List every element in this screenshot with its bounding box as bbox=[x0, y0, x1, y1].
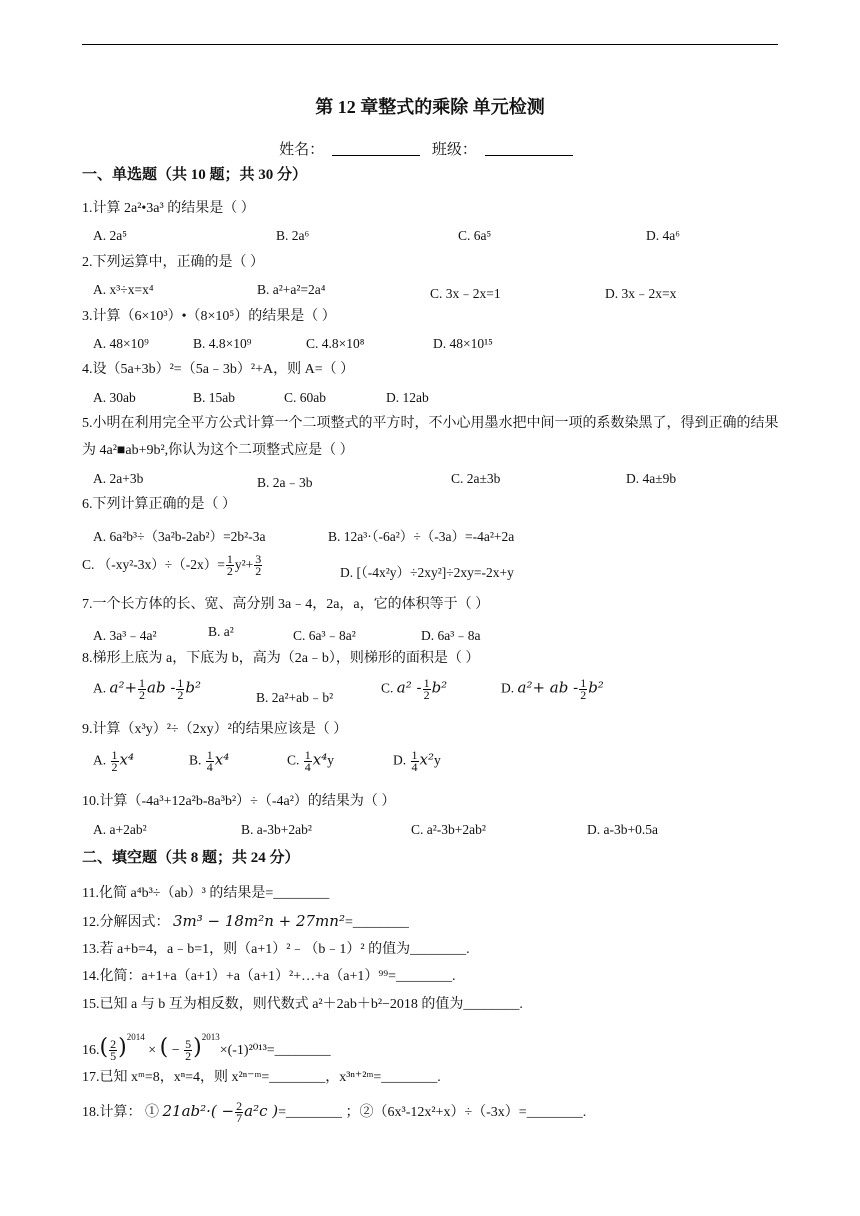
q6-c-mid: y²+ bbox=[234, 557, 254, 572]
q3-option-d[interactable]: D. 48×10¹⁵ bbox=[433, 336, 493, 351]
section-single-choice: 一、单选题（共 10 题；共 30 分） bbox=[82, 167, 308, 183]
question-10: 10.计算（-4a³+12a²b-8a³b²）÷（-4a²）的结果为（ ） bbox=[82, 794, 396, 809]
question-12: 12.分解因式： 3m³ − 18m²n + 27mn²=________ bbox=[82, 912, 409, 930]
q7-option-c[interactable]: C. 6a³﹣8a² bbox=[293, 628, 356, 643]
q18-frac: $\frac{2}{7}$ bbox=[236, 1099, 243, 1126]
question-13: 13.若 a+b=4，a﹣b=1，则（a+1）²﹣（b﹣1）² 的值为________. bbox=[82, 942, 470, 957]
question-7: 7.一个长方体的长、宽、高分别 3a﹣4，2a，a，它的体积等于（ ） bbox=[82, 597, 490, 612]
q4-option-b[interactable]: B. 15ab bbox=[193, 390, 235, 405]
q9-a-frac: $\frac{1}{2}$ bbox=[111, 748, 118, 774]
q7-option-d[interactable]: D. 6a³﹣8a bbox=[421, 628, 481, 643]
q12-expression: 3m³ − 18m²n + 27mn² bbox=[173, 912, 345, 930]
question-11: 11.化简 a⁴b³÷（ab）³ 的结果是=________ bbox=[82, 886, 330, 901]
question-14: 14.化简：a+1+a（a+1）+a（a+1）²+…+a（a+1）⁹⁹=________. bbox=[82, 969, 456, 984]
q2-option-c[interactable]: C. 3x﹣2x=1 bbox=[430, 286, 501, 301]
q7-option-b[interactable]: B. a² bbox=[208, 624, 234, 639]
q1-option-d[interactable]: D. 4a⁶ bbox=[646, 228, 680, 243]
q9-c-frac: $\frac{1}{4}$ bbox=[304, 748, 311, 774]
q3-option-b[interactable]: B. 4.8×10⁹ bbox=[193, 336, 252, 351]
q9-option-c[interactable]: C. $\frac{1}{4}$ x⁴y bbox=[287, 748, 334, 774]
q5-option-a[interactable]: A. 2a+3b bbox=[93, 471, 144, 486]
class-blank[interactable] bbox=[485, 155, 573, 156]
class-label: 班级： bbox=[431, 142, 477, 158]
q10-option-b[interactable]: B. a-3b+2ab² bbox=[241, 822, 312, 837]
question-5: 5.小明在利用完全平方公式计算一个二项整式的平方时，不小心用墨水把中间一项的系数染黑了，得到正确的结果为 4a²■ab+9b²,你认为这个二项整式应是（ ） bbox=[82, 416, 779, 458]
q9-d-frac: $\frac{1}{4}$ bbox=[411, 748, 418, 774]
q2-option-a[interactable]: A. x³÷x=x⁴ bbox=[93, 282, 154, 297]
page-title: 第 12 章整式的乘除 单元检测 bbox=[315, 97, 545, 117]
q18-expression-1: 21ab²· bbox=[162, 1102, 211, 1120]
q8-option-c[interactable]: C. a² - $\frac{1}{2}$ b² bbox=[381, 676, 448, 702]
q16-frac-2: $\frac{5}{2}$ bbox=[185, 1037, 192, 1064]
q5-option-c[interactable]: C. 2a±3b bbox=[451, 471, 501, 486]
q1-option-b[interactable]: B. 2a⁶ bbox=[276, 228, 310, 243]
q10-option-d[interactable]: D. a-3b+0.5a bbox=[587, 822, 658, 837]
question-3: 3.计算（6×10³）•（8×10⁵）的结果是（ ） bbox=[82, 309, 336, 324]
question-17: 17.已知 xᵐ=8，xⁿ=4，则 x²ⁿ⁻ᵐ=________，x³ⁿ⁺²ᵐ=________. bbox=[82, 1070, 441, 1085]
q10-option-c[interactable]: C. a²-3b+2ab² bbox=[411, 822, 486, 837]
q7-option-a[interactable]: A. 3a³﹣4a² bbox=[93, 628, 157, 643]
q16-frac-1: $\frac{2}{5}$ bbox=[110, 1037, 117, 1064]
q9-option-d[interactable]: D. $\frac{1}{4}$ x²y bbox=[393, 748, 441, 774]
q8-a-frac-1: $\frac{1}{2}$ bbox=[139, 676, 146, 702]
question-4: 4.设（5a+3b）²=（5a﹣3b）²+A，则 A=（ ） bbox=[82, 362, 355, 377]
question-9: 9.计算（x³y）²÷（2xy）²的结果应该是（ ） bbox=[82, 722, 348, 737]
q2-option-b[interactable]: B. a²+a²=2a⁴ bbox=[257, 282, 326, 297]
q6-option-b[interactable]: B. 12a³·（-6a²）÷（-3a）=-4a²+2a bbox=[328, 529, 515, 544]
q8-c-frac: $\frac{1}{2}$ bbox=[423, 676, 430, 702]
q8-option-b[interactable]: B. 2a²+ab﹣b² bbox=[256, 690, 334, 705]
q4-option-d[interactable]: D. 12ab bbox=[386, 390, 429, 405]
q2-option-d[interactable]: D. 3x﹣2x=x bbox=[605, 286, 677, 301]
q6-c-pre: C. （-xy²-3x）÷（-2x）= bbox=[82, 557, 225, 572]
q6-option-a[interactable]: A. 6a²b³÷（3a²b-2ab²）=2b²-3a bbox=[93, 529, 266, 544]
q8-option-a[interactable]: A. a²+ $\frac{1}{2}$ ab - $\frac{1}{2}$ b² bbox=[93, 676, 202, 702]
q4-option-a[interactable]: A. 30ab bbox=[93, 390, 136, 405]
name-class-line bbox=[0, 138, 860, 159]
question-8: 8.梯形上底为 a，下底为 b，高为（2a﹣b），则梯形的面积是（ ） bbox=[82, 651, 480, 666]
q10-option-a[interactable]: A. a+2ab² bbox=[93, 822, 147, 837]
q1-option-c[interactable]: C. 6a⁵ bbox=[458, 228, 492, 243]
q8-d-frac: $\frac{1}{2}$ bbox=[580, 676, 587, 702]
q9-option-a[interactable]: A. $\frac{1}{2}$ x⁴ bbox=[93, 748, 134, 774]
q3-option-a[interactable]: A. 48×10⁹ bbox=[93, 336, 149, 351]
question-6: 6.下列计算正确的是（ ） bbox=[82, 497, 236, 512]
q5-option-b[interactable]: B. 2a﹣3b bbox=[257, 475, 313, 490]
q4-option-c[interactable]: C. 60ab bbox=[284, 390, 326, 405]
q8-a-frac-2: $\frac{1}{2}$ bbox=[177, 676, 184, 702]
q3-option-c[interactable]: C. 4.8×10⁸ bbox=[306, 336, 365, 351]
q5-option-d[interactable]: D. 4a±9b bbox=[626, 471, 677, 486]
name-blank[interactable] bbox=[332, 155, 420, 156]
question-15: 15.已知 a 与 b 互为相反数，则代数式 a²＋2ab＋b²−2018 的值为________. bbox=[82, 997, 523, 1012]
question-16: 16.( $\frac{2}{5}$ )$^{2014}$ × ( − $\frac{5}{2}$ )$^{2013}$×(-1)²⁰¹³=________ bbox=[82, 1032, 331, 1064]
question-2: 2.下列运算中，正确的是（ ） bbox=[82, 255, 264, 270]
q6-option-d[interactable]: D. [（-4x²y）÷2xy²]÷2xy=-2x+y bbox=[340, 565, 514, 580]
q8-option-d[interactable]: D. a²+ ab - $\frac{1}{2}$ b² bbox=[501, 676, 604, 702]
q9-b-frac: $\frac{1}{4}$ bbox=[206, 748, 213, 774]
name-label: 姓名： bbox=[279, 142, 325, 158]
q9-option-b[interactable]: B. $\frac{1}{4}$ x⁴ bbox=[189, 748, 230, 774]
q6-c-frac-1: $\frac{1}{2}$ bbox=[226, 552, 233, 579]
q1-option-a[interactable]: A. 2a⁵ bbox=[93, 228, 127, 243]
section-fill-in: 二、填空题（共 8 题；共 24 分） bbox=[82, 850, 300, 866]
header-rule bbox=[82, 44, 778, 45]
q6-option-c[interactable] bbox=[82, 553, 263, 577]
question-1: 1.计算 2a²•3a³ 的结果是（ ） bbox=[82, 201, 255, 216]
question-18: 18.计算： ① 21ab²·( − $\frac{2}{7}$ a²c )=________ ；②（6x³-12x²+x）÷（-3x）=________. bbox=[82, 1099, 587, 1126]
q6-c-frac-2: $\frac{3}{2}$ bbox=[255, 552, 262, 579]
